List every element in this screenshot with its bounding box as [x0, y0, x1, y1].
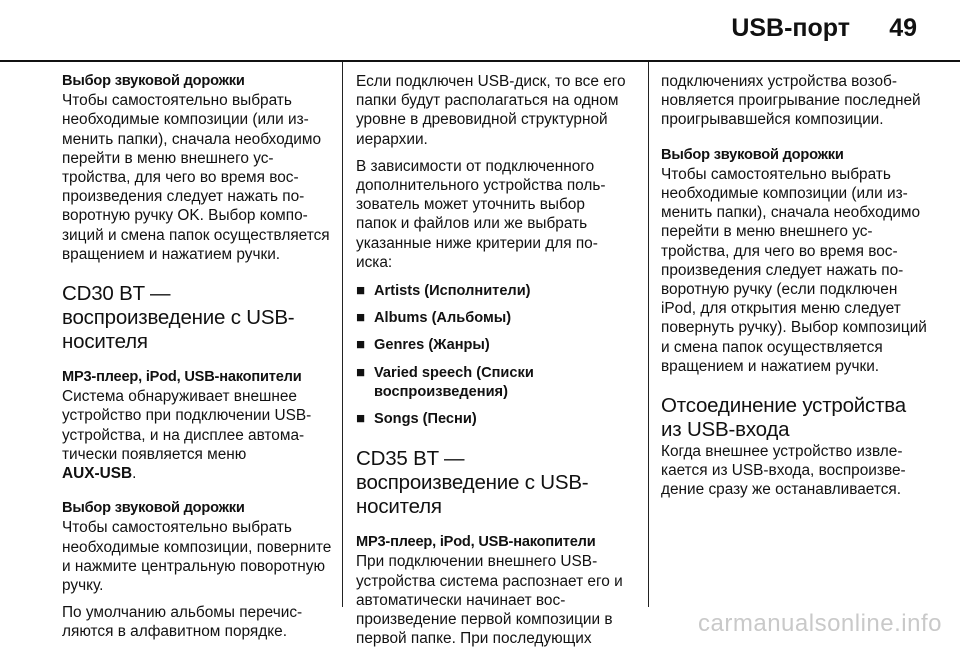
paragraph-device-detect	[62, 387, 334, 483]
paragraph-disconnect: Когда внешнее устройство извлекается из USB-входа, воспроизведение сразу же останавливается.	[661, 443, 906, 499]
paragraph-alphabetical: По умолчанию альбомы перечисляются в алфавитном порядке.	[62, 604, 303, 641]
subheading-track-select-3: Выбор звуковой дорожки	[661, 146, 844, 163]
bullet-icon: ■	[356, 336, 366, 354]
column-3	[661, 72, 931, 500]
criteria-item: ■ Albums (Альбомы)	[356, 309, 512, 327]
criteria-item: ■ Genres (Жанры)	[356, 336, 490, 354]
heading-disconnect: Отсоединение устройства из USB-входа	[661, 394, 906, 442]
period: .	[132, 465, 137, 483]
paragraph-search-criteria: В зависимости от подключенного дополнительного устройства пользователь может уточнить выбор папок и файлов или же выбрать указанные ниже критерии для поиска:	[356, 157, 606, 271]
heading-cd35-usb: CD35 BT — воспроизведение с USB-носителя	[356, 447, 589, 519]
column-2	[356, 72, 628, 648]
subheading-track-select-2: Выбор звуковой дорожки	[62, 500, 245, 517]
header-rule	[0, 60, 960, 62]
heading-cd30-usb: CD30 BT — воспроизведение с USB-носителя	[62, 282, 295, 354]
paragraph-usb-folders: Если подключен USB-диск, то все его папки будут располагаться на одном уровне в древовидной структурной иерархии.	[356, 73, 626, 148]
paragraph-resume: подключениях устройства возобновляется проигрывание последней проигрывавшейся композиции.	[661, 73, 921, 129]
page-header	[0, 0, 960, 60]
column-1	[62, 72, 334, 642]
criteria-item: ■ Artists (Исполнители)	[356, 282, 531, 300]
column-divider-2	[648, 62, 649, 607]
paragraph-track-select: Чтобы самостоятельно выбрать необходимые композиции (или изменить папки), сначала необходимо перейти в меню внешнего устройства, для чего во время воспроизведения следует нажать поворотную ручку OK. Выбор композиций и смена папок осуществляется вращением и нажатием ручки.	[62, 92, 330, 263]
subheading-mp3-ipod: MP3-плеер, iPod, USB-накопители	[62, 369, 302, 386]
paragraph-device-detect-text: Система обнаруживает внешнее устройство при подключении USB-устройства, и на дисплее автоматически появляется меню	[62, 388, 312, 463]
bullet-icon: ■	[356, 282, 366, 300]
paragraph-ipod-select: Чтобы самостоятельно выбрать необходимые композиции (или изменить папки), сначала необходимо перейти в меню внешнего устройства, для чего во время воспроизведения следует нажать поворотную ручку (если подключен iPod, для открытия меню следует повернуть ручку). Выбор композиций и смена папок осуществляется вращением и нажатием ручки.	[661, 165, 927, 375]
paragraph-turn-knob: Чтобы самостоятельно выбрать необходимые композиции, поверните и нажмите центральную поворотную ручку.	[62, 519, 332, 595]
page-number: 49	[889, 14, 917, 42]
criteria-item: ■ Songs (Песни)	[356, 410, 477, 428]
column-divider-1	[342, 62, 343, 607]
bullet-icon: ■	[356, 363, 366, 381]
paragraph-autoplay: При подключении внешнего USB-устройства система распознает его и автоматически начинает воспроизведение первой композиции в первой папке. При последующих	[356, 553, 623, 648]
watermark: carmanualsonline.info	[698, 610, 942, 637]
subheading-track-select: Выбор звуковой дорожки	[62, 73, 245, 89]
menu-keyword-aux-usb: AUX-USB	[62, 465, 133, 483]
criteria-item: ■ Varied speech (Списки воспроизведения)	[356, 363, 534, 400]
bullet-icon: ■	[356, 309, 366, 327]
criteria-list	[356, 282, 628, 429]
header-title: USB-порт	[731, 14, 850, 42]
bullet-icon: ■	[356, 410, 366, 428]
subheading-mp3-ipod-2: MP3-плеер, iPod, USB-накопители	[356, 534, 596, 551]
